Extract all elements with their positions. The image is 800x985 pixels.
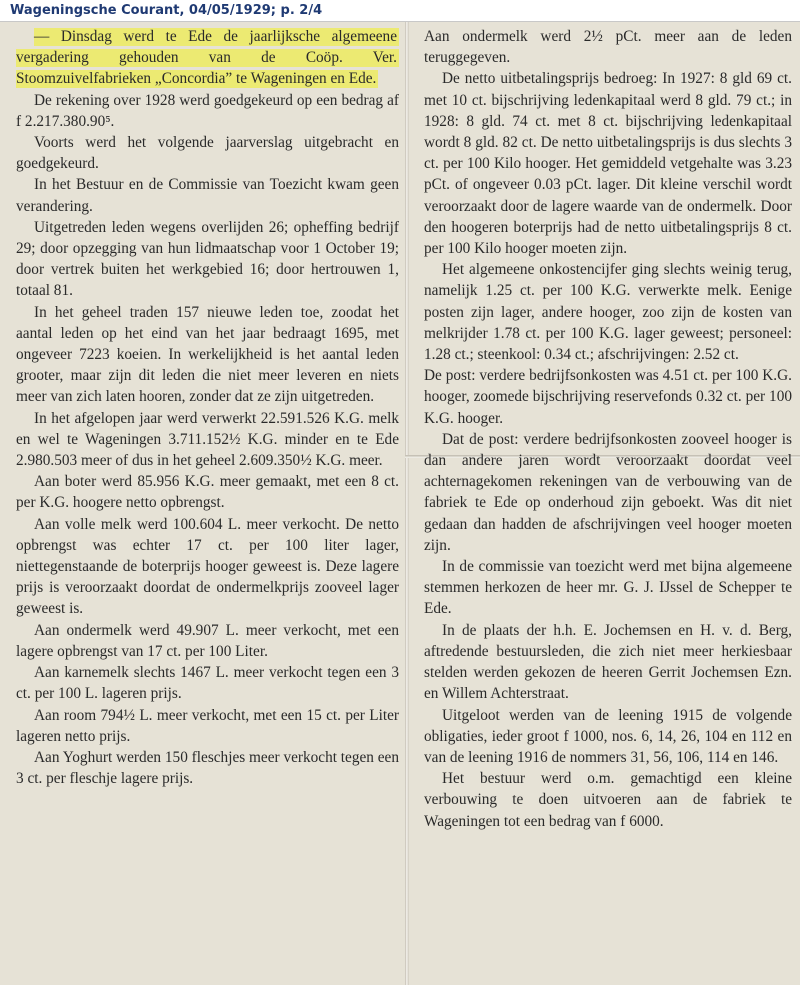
paragraph: Aan boter werd 85.956 K.G. meer gemaakt, met een 8 ct. per K.G. hoogere netto opbrengst.	[16, 473, 399, 512]
paragraph: De rekening over 1928 werd goedgekeurd op een bedrag af f 2.217.380.90⁵.	[16, 91, 399, 130]
paragraph: Aan volle melk werd 100.604 L. meer verkocht. De netto opbrengst was echter 17 ct. per 100 liter lager, niettegenstaande de boterprijs hooger geweest is. Deze lagere prijs is veroorzaakt doordat de ondermelkprijs zooveel lager geweest is.	[16, 515, 399, 618]
left-column	[0, 22, 405, 985]
paragraph: Aan ondermelk werd 2½ pCt. meer aan de leden teruggegeven.	[424, 28, 792, 67]
paragraph: Uitgeloot werden van de leening 1915 de volgende obligaties, ieder groot f 1000, nos. 6, 14, 26, 104 en 112 en van de leening 1916 de nommers 31, 56, 106, 114 en 146.	[424, 706, 792, 766]
paragraph: Aan ondermelk werd 49.907 L. meer verkocht, met een lagere opbrengst van 17 ct. per 100 Liter.	[16, 621, 399, 660]
paragraph: Aan Yoghurt werden 150 fleschjes meer verkocht tegen een 3 ct. per fleschje lagere prijs.	[16, 748, 399, 788]
paragraph: Het bestuur werd o.m. gemachtigd een kleine verbouwing te doen uitvoeren aan de fabriek te Wageningen tot een bedrag van f 6000.	[424, 770, 792, 830]
right-column	[412, 22, 800, 985]
paragraph: De post: verdere bedrijfsonkosten was 4.51 ct. per 100 K.G. hooger, zoomede bijschrijving reservefonds 0.32 ct. per 100 K.G. hooger.	[424, 367, 792, 427]
paragraph: In de commissie van toezicht werd met bijna algemeene stemmen herkozen de heer mr. G. J. IJssel de Schepper te Ede.	[424, 558, 792, 618]
paragraph: Dat de post: verdere bedrijfsonkosten zooveel hooger is dan andere jaren wordt veroorzaakt doordat veel achternagekomen rekeningen van de verbouwing van de fabriek te Ede op onderhoud zijn geboekt. Was dit niet gedaan dan hadden de afschrijvingen veel hooger moeten zijn.	[424, 430, 792, 554]
paragraph: Uitgetreden leden wegens overlijden 26; opheffing bedrijf 29; door opzegging van hun lidmaatschap voor 1 October 19; door vertrek buiten het werkgebied 16; door hertrouwen 1, totaal 81.	[16, 218, 399, 300]
newspaper-scan	[0, 22, 800, 985]
paragraph: De netto uitbetalingsprijs bedroeg: In 1927: 8 gld 69 ct. met 10 ct. bijschrijving ledenkapitaal werd 8 gld. 79 ct.; in 1928: 8 gld. 74 ct. met 8 ct. bijschrijving ledenkapitaal wordt 8 gld. 82 ct. De netto uitbetalingsprijs is dus slechts 3 ct. per 100 Kilo hooger. Het gemiddeld vetgehalte was 3.23 pCt. of ongeveer 0.03 pCt. lager. Dit kleine verschil wordt veroorzaakt door de lagere waarde van de ondermelk. Door den hoogeren boterprijs had de netto uitbetalingsprijs 8 ct. per 100 Kilo hooger moeten zijn.	[424, 70, 792, 258]
paragraph: In het afgelopen jaar werd verwerkt 22.591.526 K.G. melk en wel te Wageningen 3.711.152½ K.G. minder en te Ede 2.980.503 meer of dus in het geheel 2.609.350½ K.G. meer.	[16, 409, 399, 470]
page-header: Wageningsche Courant, 04/05/1929; p. 2/4	[0, 0, 800, 22]
paragraph: In het geheel traden 157 nieuwe leden toe, zoodat het aantal leden op het eind van het jaar bedraagt 1695, met ongeveer 7223 koeien. In werkelijkheid is het aantal leden grooter, maar zijn dit leden die niet meer leveren en niets meer van zich laten hooren, zonder dat ze zijn uitgetreden.	[16, 303, 399, 406]
highlighted-lead-text: — Dinsdag werd te Ede de jaarlijksche algemeene vergadering gehouden van de Coöp. Ver. Stoomzuivelfabrieken „Concordia” te Wageningen en Ede.	[16, 28, 397, 88]
paragraph: In de plaats der h.h. E. Jochemsen en H. v. d. Berg, aftredende bestuursleden, die zich niet meer herkiesbaar stelden werden gekozen de heeren Gerrit Jochemsen Ezn. en Willem Achterstraat.	[424, 621, 792, 703]
paragraph: Het algemeene onkostencijfer ging slechts weinig terug, namelijk 1.25 ct. per 100 K.G. verwerkte melk. Eenige posten zijn lager, andere hooger, zoo zijn de kosten van melkrijder 1.78 ct. per 100 K.G. lager geweest; personeel: 1.28 ct.; steenkool: 0.34 ct.; afschrijvingen: 2.52 ct.	[424, 261, 792, 364]
paragraph: In het Bestuur en de Commissie van Toezicht kwam geen verandering.	[16, 176, 399, 215]
paragraph: Voorts werd het volgende jaarverslag uitgebracht en goedgekeurd.	[16, 134, 399, 173]
article-lead	[16, 26, 399, 90]
paragraph: Aan karnemelk slechts 1467 L. meer verkocht tegen een 3 ct. per 100 L. lageren prijs.	[16, 664, 399, 703]
column-divider	[405, 22, 409, 985]
paragraph: Aan room 794½ L. meer verkocht, met een 15 ct. per Liter lageren netto prijs.	[16, 706, 399, 745]
